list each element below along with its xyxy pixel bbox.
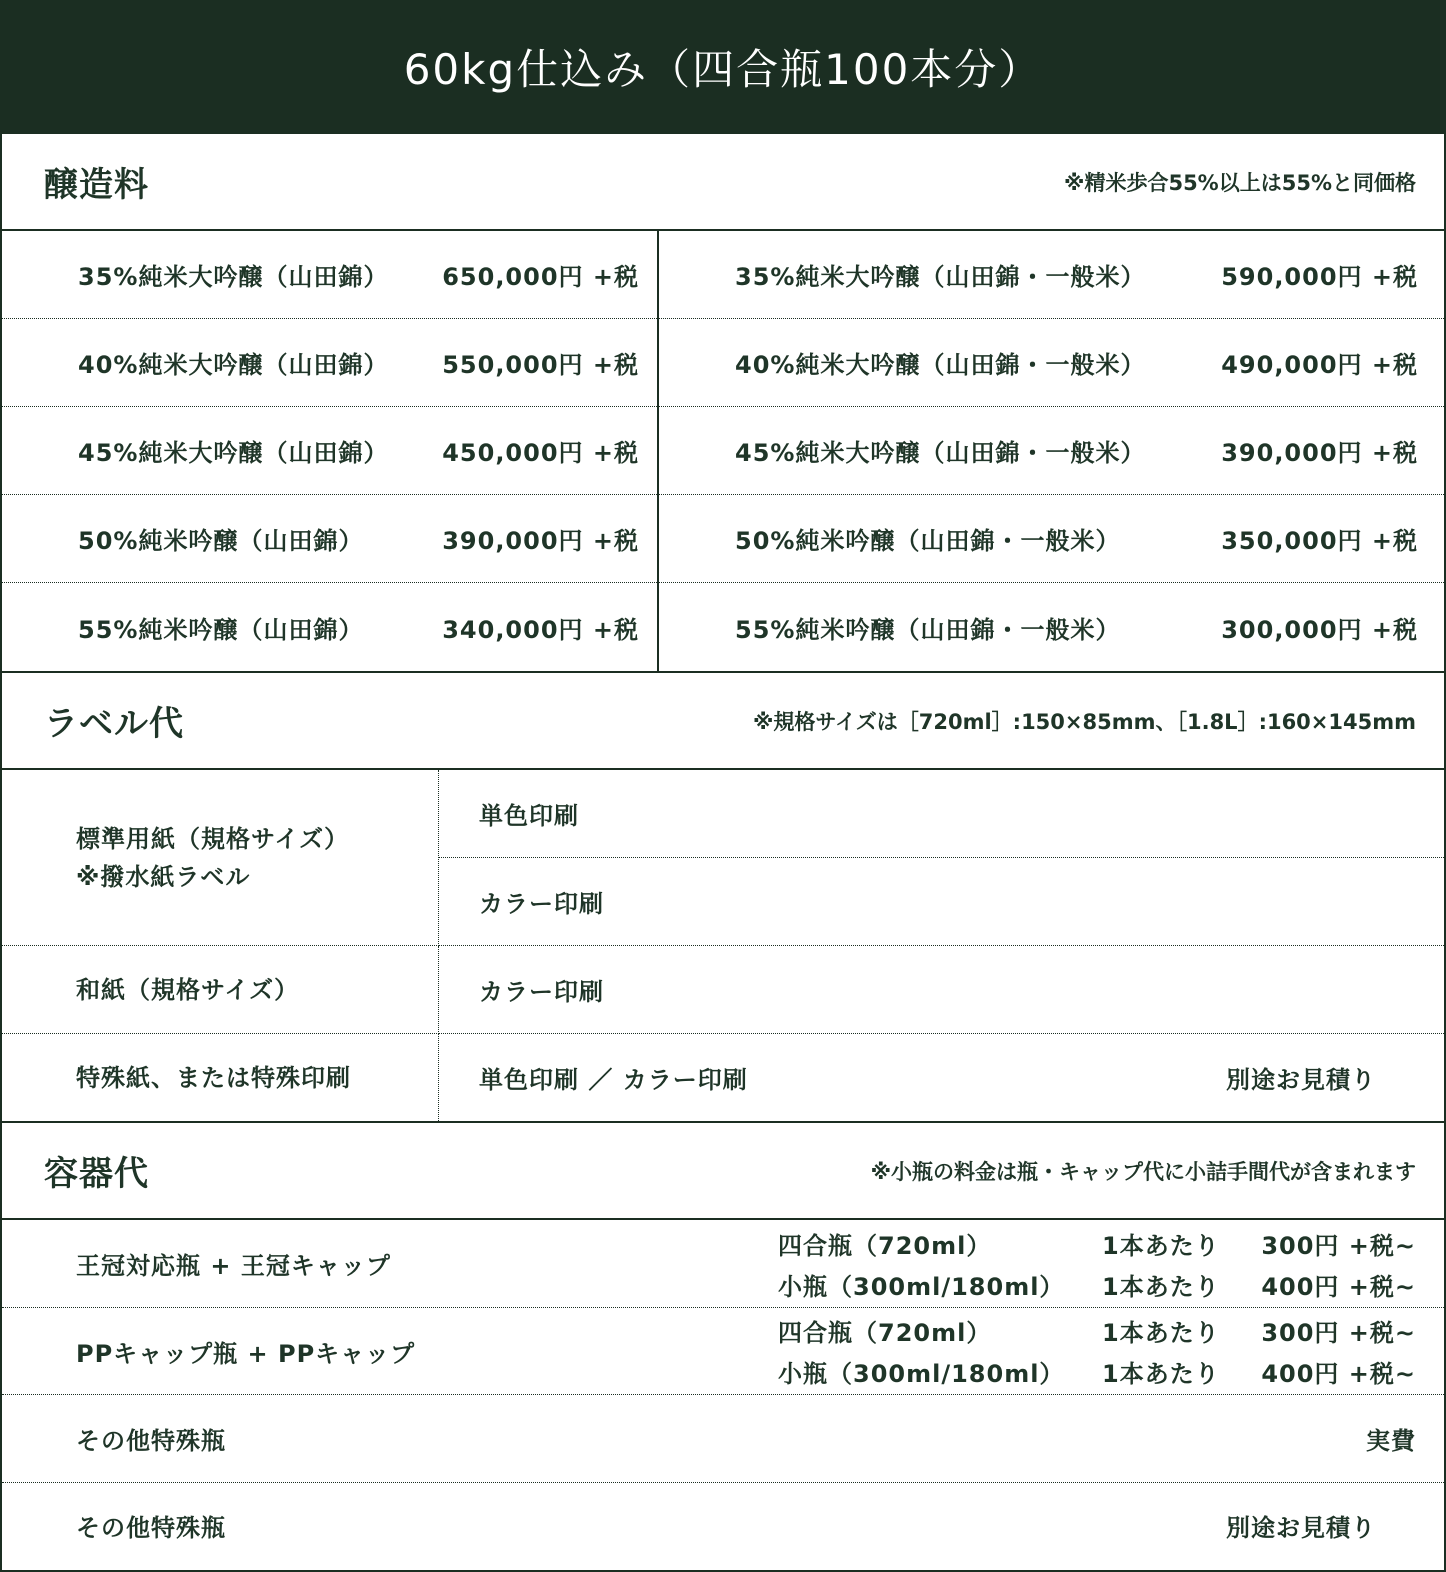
label-table [2, 770, 1444, 1123]
special-print-cell [439, 1034, 1444, 1121]
table-row [2, 495, 657, 583]
brewing-heading: 醸造料 [44, 165, 149, 205]
special-paper-cell [2, 1034, 439, 1121]
item-price: 390,000円 +税 [1221, 439, 1418, 467]
brewing-note: ※精米歩合55%以上は55%と同価格 [1064, 170, 1416, 195]
item-name: 55%純米吟醸（山田錦） [78, 615, 364, 644]
color-print-cell [439, 858, 1444, 945]
item-price: 450,000円 +税 [442, 439, 639, 467]
item-name: 55%純米吟醸（山田錦・一般米） [735, 615, 1121, 644]
table-row [2, 407, 657, 495]
other-bottle-name: その他特殊瓶 [76, 1514, 226, 1542]
per-unit: 1本あたり [1102, 1360, 1220, 1388]
bottle-type: 四合瓶（720ml） [778, 1319, 992, 1347]
unit-price: 400円 +税~ [1261, 1272, 1416, 1301]
per-unit: 1本あたり [1102, 1231, 1220, 1260]
bottle-prices [778, 1226, 1416, 1302]
standard-paper-options [439, 770, 1444, 946]
item-price: 300,000円 +税 [1221, 615, 1418, 644]
item-name: 35%純米大吟醸（山田錦） [78, 263, 389, 291]
mono-print-cell [439, 770, 1444, 858]
table-row [659, 319, 1444, 407]
item-price: 390,000円 +税 [442, 527, 639, 555]
table-row [659, 407, 1444, 495]
special-price: 別途お見積り [1226, 1066, 1376, 1094]
item-name: 50%純米吟醸（山田錦・一般米） [735, 527, 1121, 555]
price-line [778, 1313, 1416, 1348]
bottle-type: 小瓶（300ml/180ml） [778, 1272, 1065, 1301]
washi-print-cell [439, 946, 1444, 1034]
brewing-table [2, 231, 1444, 673]
bottle-name: PPキャップ瓶 + PPキャップ [76, 1339, 416, 1368]
label-note: ※規格サイズは［720ml］:150×85mm、［1.8L］:160×145mm [753, 709, 1416, 734]
table-row [2, 1483, 1444, 1568]
table-row [2, 583, 657, 671]
item-name: 50%純米吟醸（山田錦） [78, 527, 364, 555]
other-bottle-name: その他特殊瓶 [76, 1427, 226, 1455]
washi-label: 和紙（規格サイズ） [76, 975, 300, 1004]
color-print-label: カラー印刷 [479, 890, 604, 918]
item-name: 40%純米大吟醸（山田錦・一般米） [735, 351, 1146, 379]
other-bottle-price: 別途お見積り [1226, 1514, 1376, 1542]
special-print-label: 単色印刷 ／ カラー印刷 [479, 1066, 748, 1094]
table-row [2, 1308, 1444, 1395]
washi-cell [2, 946, 439, 1034]
item-name: 35%純米大吟醸（山田錦・一般米） [735, 263, 1146, 291]
item-price: 550,000円 +税 [442, 351, 639, 379]
mono-print-label: 単色印刷 [479, 802, 579, 830]
brewing-left-column [2, 231, 659, 671]
table-row [659, 495, 1444, 583]
unit-price: 300円 +税~ [1261, 1231, 1416, 1260]
page-title [2, 0, 1444, 134]
other-bottle-price: 実費 [1366, 1427, 1416, 1455]
item-price: 340,000円 +税 [442, 615, 639, 644]
bottle-name: 王冠対応瓶 + 王冠キャップ [76, 1252, 391, 1280]
table-row [2, 319, 657, 407]
container-table [2, 1220, 1444, 1568]
unit-price: 300円 +税~ [1261, 1319, 1416, 1347]
standard-paper-label: 標準用紙（規格サイズ） [76, 824, 350, 853]
brewing-section-header [2, 134, 1444, 231]
price-line [778, 1354, 1416, 1389]
item-name: 45%純米大吟醸（山田錦・一般米） [735, 439, 1146, 467]
table-row [2, 1395, 1444, 1483]
washi-print-label: カラー印刷 [479, 978, 604, 1006]
item-price: 350,000円 +税 [1221, 527, 1418, 555]
brewing-right-column [659, 231, 1444, 671]
per-unit: 1本あたり [1102, 1272, 1220, 1301]
unit-price: 400円 +税~ [1261, 1360, 1416, 1388]
per-unit: 1本あたり [1102, 1319, 1220, 1347]
page-title-text: 60kg仕込み（四合瓶100本分） [403, 45, 1043, 94]
container-heading: 容器代 [44, 1154, 149, 1194]
container-section-header [2, 1123, 1444, 1220]
water-repellent-note: ※撥水紙ラベル [76, 862, 251, 891]
price-line [778, 1226, 1416, 1261]
special-paper-label: 特殊紙、または特殊印刷 [76, 1063, 351, 1092]
bottle-prices [778, 1313, 1416, 1389]
standard-paper-cell [2, 770, 439, 946]
label-section-header [2, 673, 1444, 770]
item-name: 45%純米大吟醸（山田錦） [78, 439, 389, 467]
table-row [2, 1220, 1444, 1308]
table-row [659, 231, 1444, 319]
item-price: 650,000円 +税 [442, 263, 639, 291]
item-name: 40%純米大吟醸（山田錦） [78, 351, 389, 379]
label-heading: ラベル代 [44, 704, 184, 744]
item-price: 590,000円 +税 [1221, 263, 1418, 291]
bottle-type: 四合瓶（720ml） [778, 1231, 992, 1260]
item-price: 490,000円 +税 [1221, 351, 1418, 379]
bottle-type: 小瓶（300ml/180ml） [778, 1360, 1065, 1388]
container-note: ※小瓶の料金は瓶・キャップ代に小詰手間代が含まれます [870, 1159, 1416, 1184]
price-line [778, 1267, 1416, 1302]
table-row [2, 231, 657, 319]
table-row [659, 583, 1444, 671]
